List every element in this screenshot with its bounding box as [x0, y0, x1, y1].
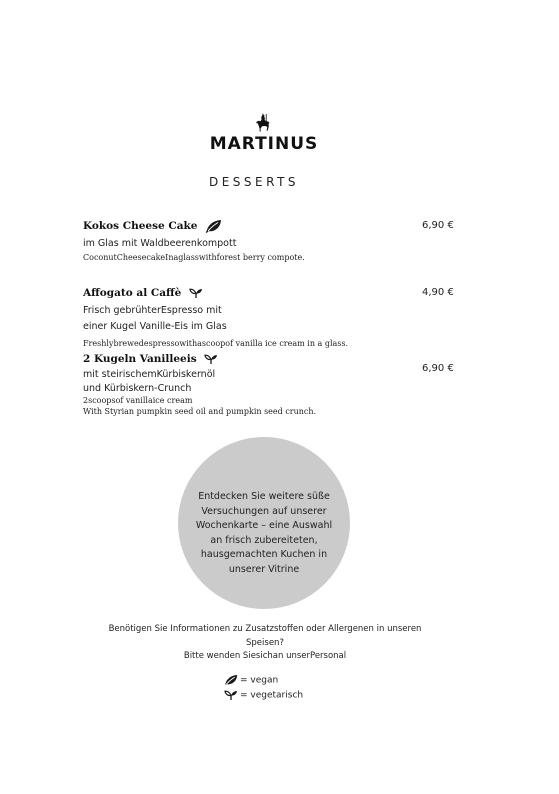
item-name-text: 2 Kugeln Vanilleeis [83, 353, 197, 365]
item-name-text: Kokos Cheese Cake [83, 220, 198, 232]
item-description: mit steirischemKürbiskernöl [83, 369, 216, 380]
menu-item-name [83, 219, 222, 233]
allergen-info-line: Bitte wenden Siesichan unserPersonal [183, 651, 347, 661]
vegan-leaf-icon [224, 674, 238, 686]
item-description: im Glas mit Waldbeerenkompott [83, 238, 237, 249]
item-description-en: 2scoopsof vanillaice cream [83, 396, 193, 405]
vegetarian-sprout-icon [204, 353, 218, 365]
item-price: 4,90 € [422, 287, 454, 298]
vegetarian-sprout-icon [189, 287, 203, 299]
promo-text: Entdecken Sie weitere süße Versuchungen auf unserer Wochenkarte – eine Auswahl an frisch zubereiteten, hausgemachten Kuchen in unserer Vitrine [195, 491, 333, 575]
section-title: DESSERTS [208, 175, 300, 189]
menu-item-name [83, 287, 203, 299]
martinus-logo [198, 112, 330, 154]
legend-vegan-label: = vegan [240, 675, 279, 686]
allergen-info-line: Speisen? [246, 637, 284, 648]
legend-vegetarian [224, 689, 303, 701]
item-name-text: Affogato al Caffè [83, 287, 182, 299]
legend-vegan [224, 674, 278, 686]
item-description-en: With Styrian pumpkin seed oil and pumpkin seed crunch. [83, 407, 317, 416]
legend-vegetarian-label: = vegetarisch [240, 690, 304, 701]
item-description: Frisch gebrühterEspresso mit [83, 305, 222, 316]
item-price: 6,90 € [422, 220, 454, 231]
item-description-en: Freshlybrewedespressowithascoopof vanilla ice cream in a glass. [83, 339, 349, 348]
horse-rider-icon [251, 112, 275, 136]
menu-item-name [83, 353, 218, 365]
vegan-leaf-icon [205, 219, 222, 233]
item-description-en: CoconutCheesecakeInaglasswithforest berry compote. [83, 253, 305, 262]
vegetarian-sprout-icon [224, 689, 238, 701]
item-description: einer Kugel Vanille-Eis im Glas [83, 321, 227, 332]
item-description: und Kürbiskern-Crunch [83, 383, 192, 394]
allergen-info [90, 623, 440, 664]
allergen-info-line: Benötigen Sie Informationen zu Zusatzstoffen oder Allergenen in unseren [108, 624, 422, 634]
logo-wordmark: MARTINUS [209, 134, 319, 154]
item-price: 6,90 € [422, 363, 454, 374]
